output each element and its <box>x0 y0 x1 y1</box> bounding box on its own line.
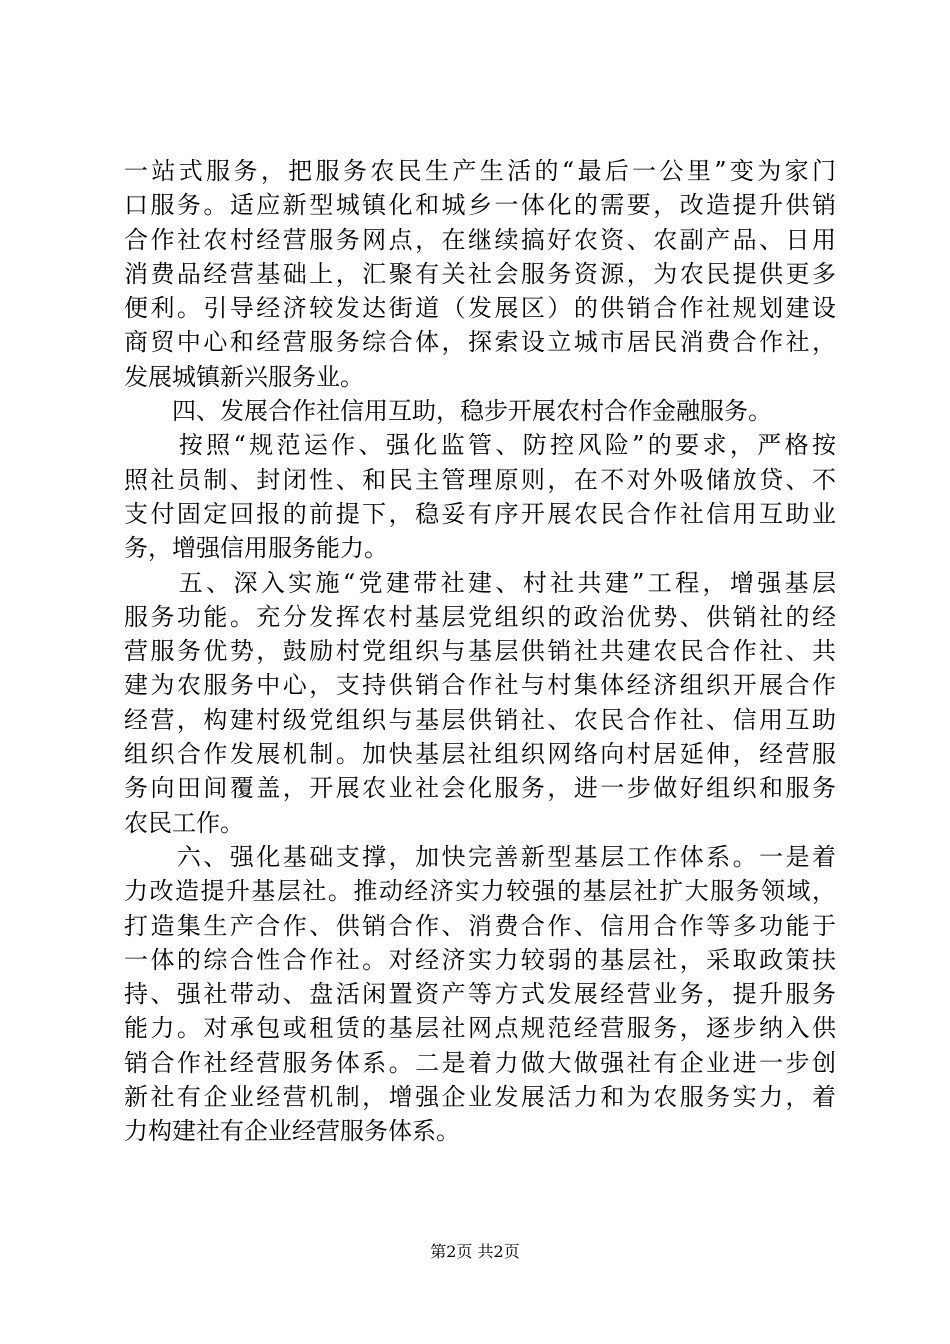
text-line: 务，增强信用服务能力。 <box>124 534 388 563</box>
text-line: 营服务优势，鼓励村党组织与基层供销社共建农民合作社、共 <box>124 637 836 666</box>
text-line: 四、发展合作社信用互助，稳步开展农村合作金融服务。 <box>124 397 772 426</box>
text-line: 服务功能。充分发挥农村基层党组织的政治优势、供销社的经 <box>124 602 836 631</box>
text-line: 组织合作发展机制。加快基层社组织网络向村居延伸，经营服 <box>124 740 836 769</box>
document-body <box>124 154 836 1149</box>
text-line: 新社有企业经营机制，增强企业发展活力和为农服务实力，着 <box>124 1083 836 1112</box>
text-line: 便利。引导经济较发达街道（发展区）的供销合作社规划建设 <box>124 294 836 323</box>
text-line: 六、强化基础支撑，加快完善新型基层工作体系。一是着 <box>124 842 836 871</box>
text-line: 一体的综合性合作社。对经济实力较弱的基层社，采取政策扶 <box>124 945 836 974</box>
text-line: 打造集生产合作、供销合作、消费合作、信用合作等多功能于 <box>124 911 836 940</box>
text-line: 农民工作。 <box>124 808 244 837</box>
text-line: 务向田间覆盖，开展农业社会化服务，进一步做好组织和服务 <box>124 774 836 803</box>
text-line: 发展城镇新兴服务业。 <box>124 362 364 391</box>
page-footer: 第2页 共2页 <box>430 1242 520 1261</box>
text-line: 力改造提升基层社。推动经济实力较强的基层社扩大服务领域， <box>124 877 836 906</box>
text-line: 商贸中心和经营服务综合体，探索设立城市居民消费合作社， <box>124 328 836 357</box>
text-line: 支付固定回报的前提下，稳妥有序开展农民合作社信用互助业 <box>124 499 836 528</box>
text-line: 一站式服务，把服务农民生产生活的“最后一公里”变为家门 <box>124 157 836 185</box>
text-line: 力构建社有企业经营服务体系。 <box>124 1117 460 1146</box>
text-line: 持、强社带动、盘活闲置资产等方式发展经营业务，提升服务 <box>124 980 836 1009</box>
text-line: 能力。对承包或租赁的基层社网点规范经营服务，逐步纳入供 <box>124 1014 836 1043</box>
text-line: 销合作社经营服务体系。二是着力做大做强社有企业进一步创 <box>124 1048 836 1077</box>
text-line: 消费品经营基础上，汇聚有关社会服务资源，为农民提供更多 <box>124 259 836 288</box>
text-line: 合作社农村经营服务网点，在继续搞好农资、农副产品、日用 <box>124 225 836 254</box>
text-line: 建为农服务中心，支持供销合作社与村集体经济组织开展合作 <box>124 671 836 700</box>
text-line: 按照“规范运作、强化监管、防控风险”的要求，严格按 <box>124 431 836 460</box>
text-line: 照社员制、封闭性、和民主管理原则，在不对外吸储放贷、不 <box>124 465 836 494</box>
text-line: 经营，构建村级党组织与基层供销社、农民合作社、信用互助 <box>124 705 836 734</box>
text-line: 五、深入实施“党建带社建、村社共建”工程，增强基层 <box>124 568 836 597</box>
text-line: 口服务。适应新型城镇化和城乡一体化的需要，改造提升供销 <box>124 191 836 220</box>
